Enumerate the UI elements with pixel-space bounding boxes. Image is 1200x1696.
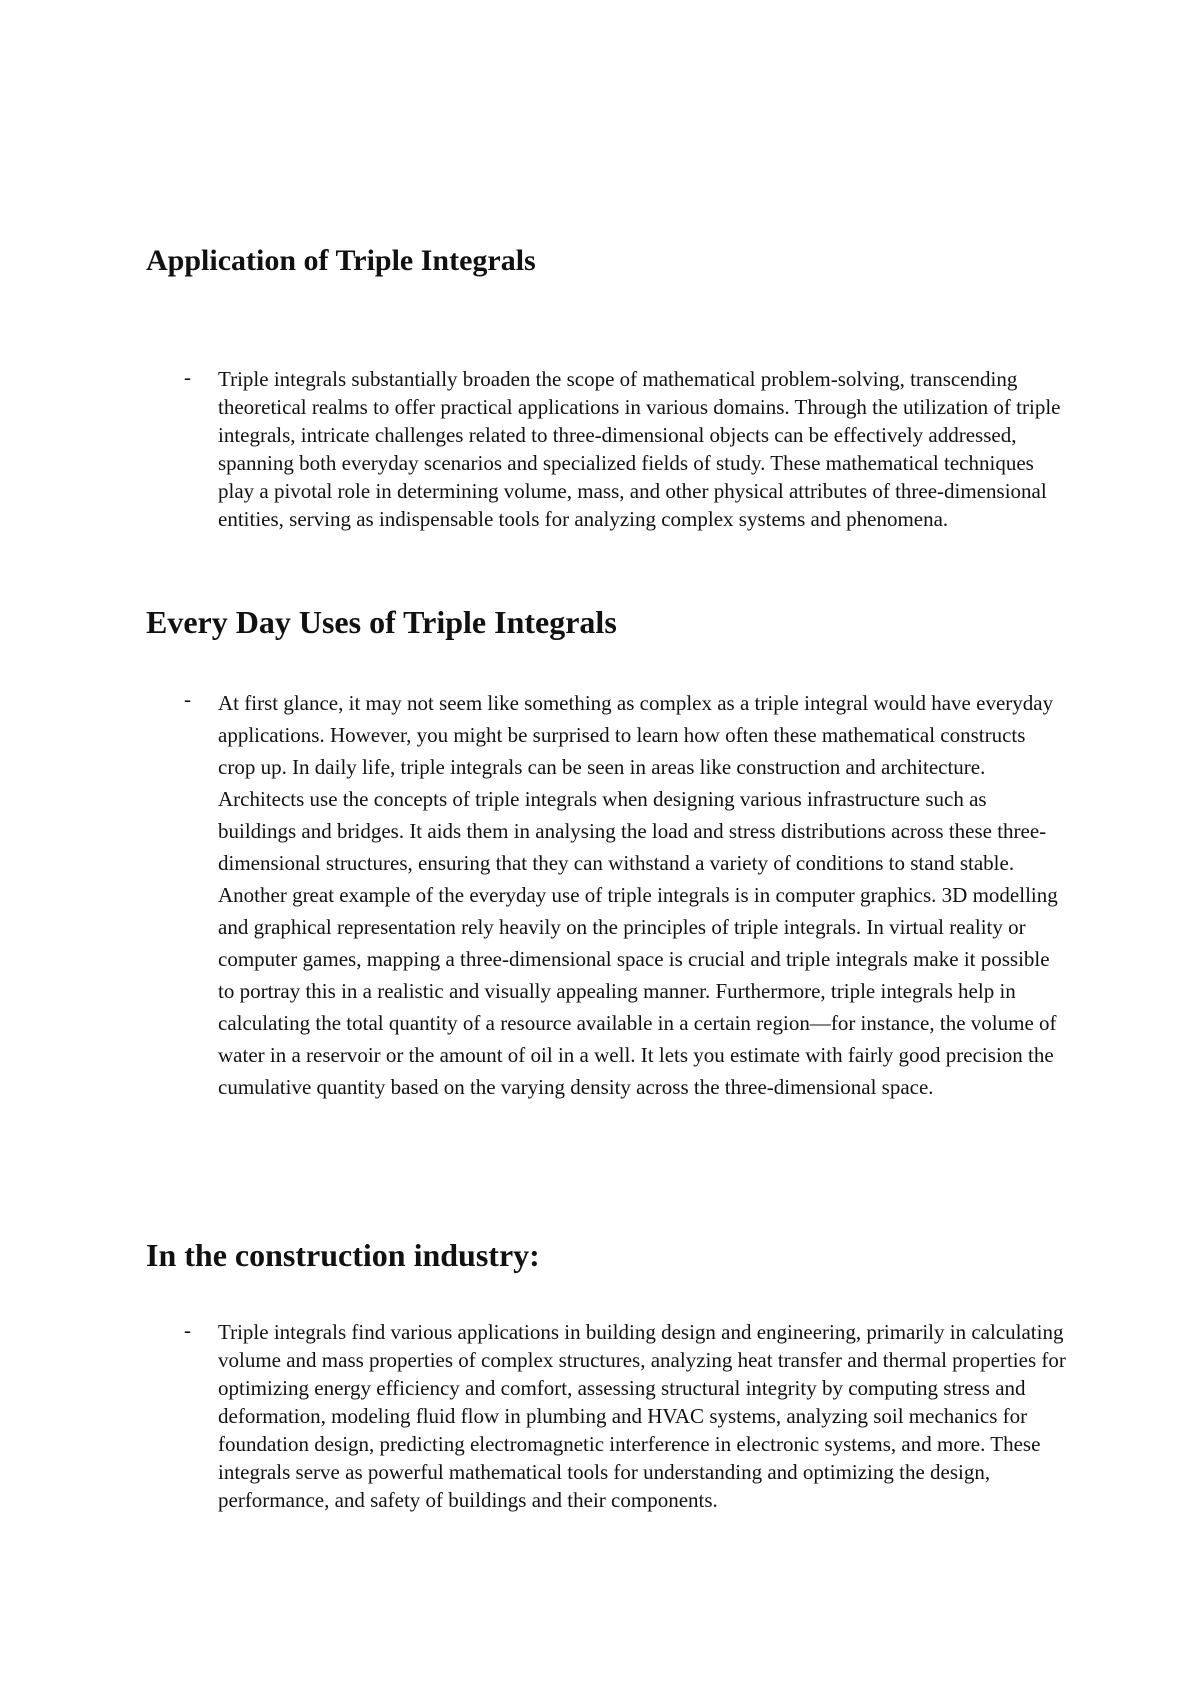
- bullet-paragraph-construction: Triple integrals find various applications in building design and engineering, primarily in calculating volume and mass properties of complex structures, analyzing heat transfer and thermal properties for optimizing energy efficiency and comfort, assessing structural integrity by computing stress and deformation, modeling fluid flow in plumbing and HVAC systems, analyzing soil mechanics for foundation design, predicting electromagnetic interference in electronic systems, and more. These integrals serve as powerful mathematical tools for understanding and optimizing the design, performance, and safety of buildings and their components.: [218, 1320, 1066, 1512]
- bullet-paragraph-application: Triple integrals substantially broaden the scope of mathematical problem-solving, transcending theoretical realms to offer practical applications in various domains. Through the utilization of triple integrals, intricate challenges related to three-dimensional objects can be effectively addressed, spanning both everyday scenarios and specialized fields of study. These mathematical techniques play a pivotal role in determining volume, mass, and other physical attributes of three-dimensional entities, serving as indispensable tools for analyzing complex systems and phenomena.: [218, 367, 1061, 531]
- section-heading-application: Application of Triple Integrals: [146, 244, 536, 277]
- bullet-marker: -: [184, 365, 191, 389]
- bullet-marker: -: [184, 1318, 191, 1342]
- bullet-marker: -: [184, 687, 191, 711]
- section-heading-construction: In the construction industry:: [146, 1237, 540, 1273]
- bullet-paragraph-everyday-uses: At first glance, it may not seem like something as complex as a triple integral would have everyday applications. However, you might be surprised to learn how often these mathematical constructs crop up. In daily life, triple integrals can be seen in areas like construction and architecture. Architects use the concepts of triple integrals when designing various infrastructure such as buildings and bridges. It aids them in analysing the load and stress distributions across these three-dimensional structures, ensuring that they can withstand a variety of conditions to stand stable. Another great example of the everyday use of triple integrals is in computer graphics. 3D modelling and graphical representation rely heavily on the principles of triple integrals. In virtual reality or computer games, mapping a three-dimensional space is crucial and triple integrals make it possible to portray this in a realistic and visually appealing manner. Furthermore, triple integrals help in calculating the total quantity of a resource available in a certain region—for instance, the volume of water in a reservoir or the amount of oil in a well. It lets you estimate with fairly good precision the cumulative quantity based on the varying density across the three-dimensional space.: [218, 691, 1058, 1099]
- section-heading-everyday-uses: Every Day Uses of Triple Integrals: [146, 604, 617, 640]
